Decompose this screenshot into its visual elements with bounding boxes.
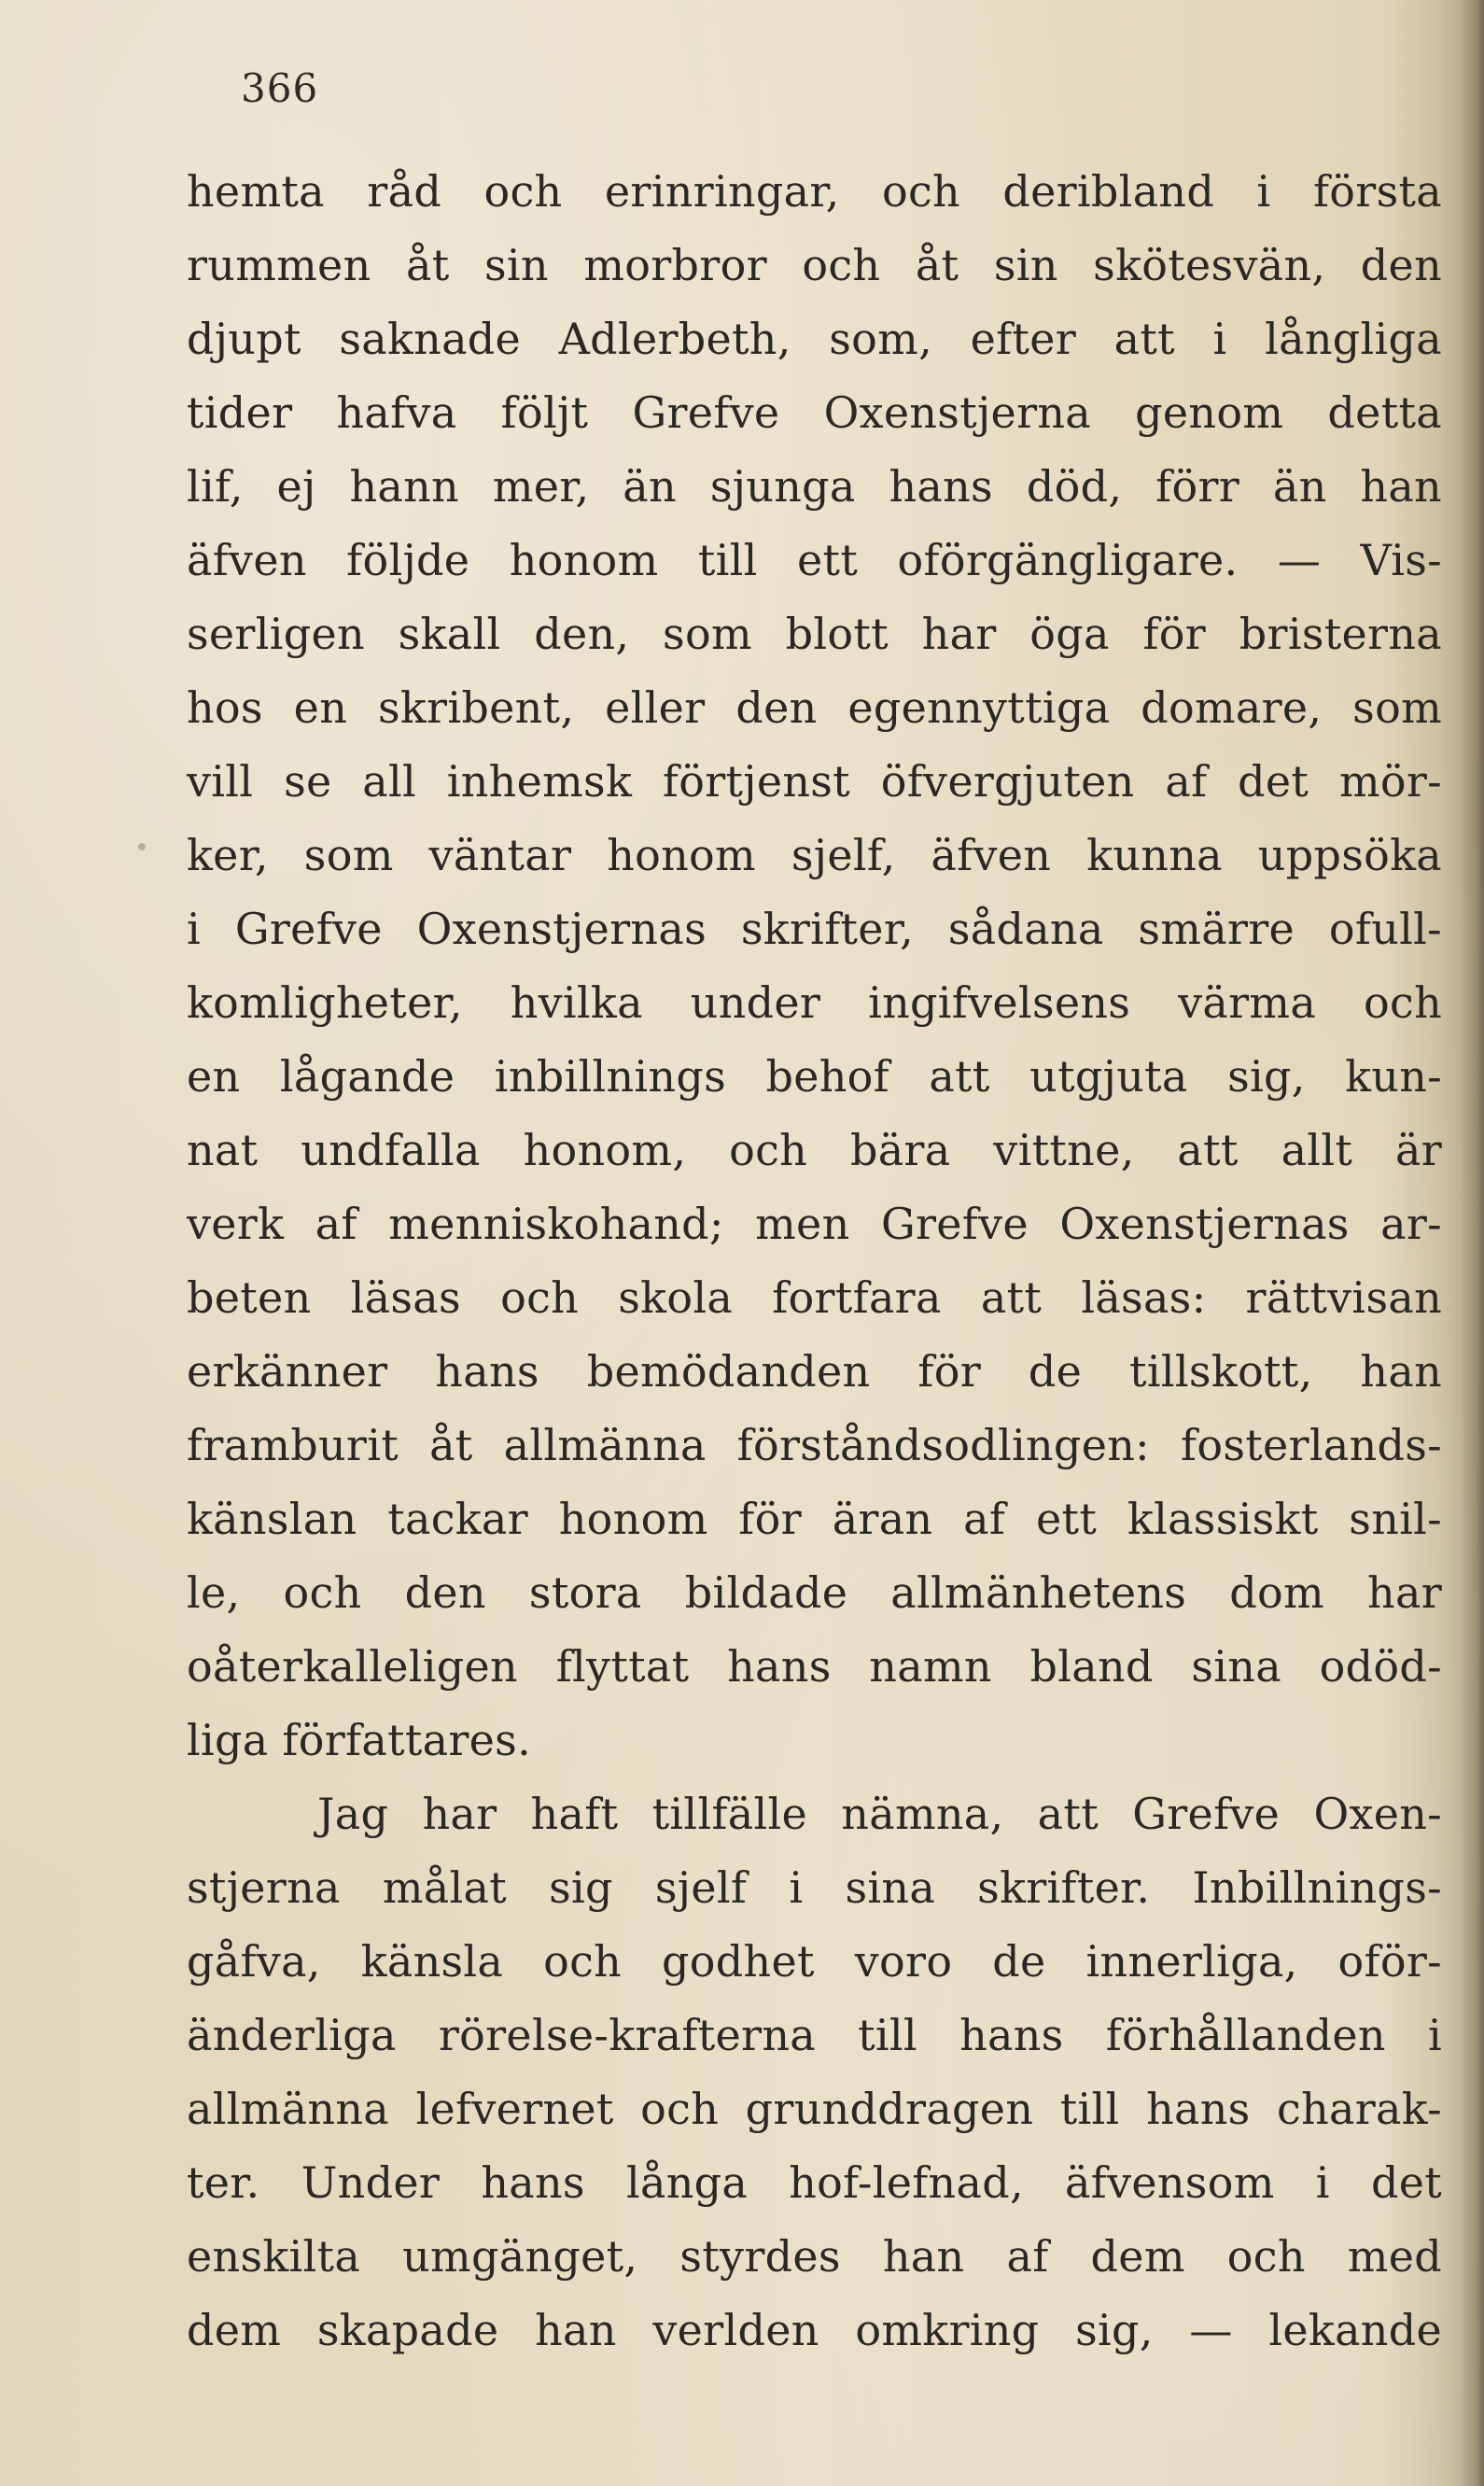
text-line: hos en skribent, eller den egennyttiga domare, som [187,682,1442,733]
paragraph-end-line: liga författares. [187,1715,532,1765]
text-line: en lågande inbillnings behof att utgjuta sig, kun- [187,1051,1442,1102]
text-line: tider hafva följt Grefve Oxenstjerna genom detta [187,387,1442,438]
text-line: dem skapade han verlden omkring sig, — lekande [187,2305,1442,2355]
text-line: le, och den stora bildade allmänhetens dom har [187,1567,1442,1618]
text-line: beten läsas och skola fortfara att läsas: rättvisan [187,1272,1442,1323]
text-line: vill se all inhemsk förtjenst öfvergjuten af det mör- [187,756,1442,807]
text-line: hemta råd och erinringar, och deribland i första [187,166,1442,217]
text-line: oåterkalleligen flyttat hans namn bland sina odöd- [187,1641,1442,1692]
paragraph-start-line: Jag har haft tillfälle nämna, att Grefve Oxen- [317,1789,1442,1839]
text-line: i Grefve Oxenstjernas skrifter, sådana smärre ofull- [187,904,1442,954]
text-line: lif, ej hann mer, än sjunga hans död, förr än han [187,461,1442,512]
text-line: äfven följde honom till ett oförgängligare. — Vis- [187,535,1442,585]
text-line: ker, som väntar honom sjelf, äfven kunna uppsöka [187,830,1442,880]
text-line: allmänna lefvernet och grunddragen till hans charak- [187,2084,1442,2134]
text-line: änderliga rörelse-krafterna till hans förhållanden i [187,2010,1442,2060]
text-line: rummen åt sin morbror och åt sin skötesvän, den [187,240,1442,290]
text-line: enskilta umgänget, styrdes han af dem och med [187,2231,1442,2282]
text-line: verk af menniskohand; men Grefve Oxenstjernas ar- [187,1199,1442,1249]
body-text [187,155,1442,2367]
ink-speck [138,843,146,850]
text-line: komligheter, hvilka under ingifvelsens värma och [187,977,1442,1028]
text-line: framburit åt allmänna förståndsodlingen: fosterlands- [187,1420,1442,1470]
text-line: känslan tackar honom för äran af ett klassiskt snil- [187,1494,1442,1544]
text-line: djupt saknade Adlerbeth, som, efter att i långliga [187,314,1442,364]
text-line: ter. Under hans långa hof-lefnad, äfvensom i det [187,2157,1442,2208]
text-line: nat undfalla honom, och bära vittne, att allt är [187,1125,1442,1175]
page-number: 366 [241,65,319,111]
text-line: serligen skall den, som blott har öga för bristerna [187,609,1442,659]
text-line: gåfva, känsla och godhet voro de innerliga, oför- [187,1936,1442,1987]
page-edge-shadow [1460,0,1484,2486]
text-line: erkänner hans bemödanden för de tillskott, han [187,1346,1442,1397]
text-line: stjerna målat sig sjelf i sina skrifter. Inbillnings- [187,1862,1442,1913]
